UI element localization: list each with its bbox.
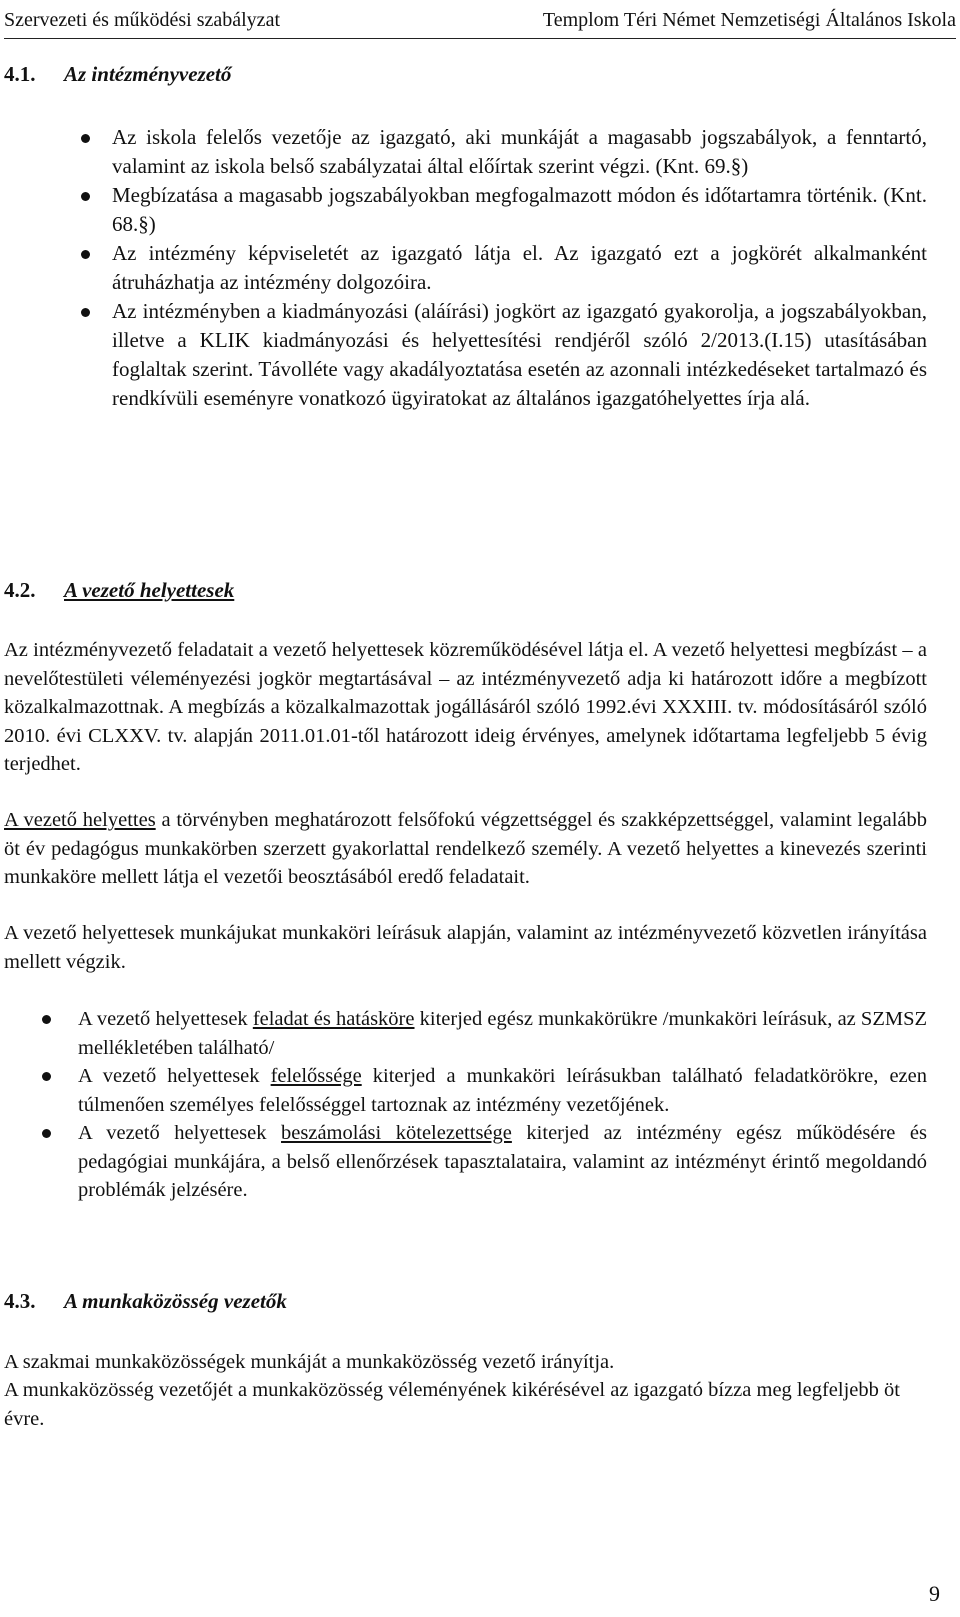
section-title: A munkaközösség vezetők — [64, 1289, 287, 1313]
list-item — [78, 1119, 927, 1205]
section-heading-4-3 — [4, 1287, 287, 1315]
section-number: 4.2. — [4, 578, 36, 602]
workgroup-paragraph-2: A munkaközösség vezetőjét a munkaközösség véleményének kikérésével az igazgató bízza meg legfeljebb öt évre. — [4, 1379, 900, 1430]
underlined-term: feladat és hatásköre — [252, 1008, 415, 1030]
bullet-icon — [81, 192, 90, 201]
list-item — [112, 239, 927, 297]
bullet-icon — [81, 134, 90, 143]
list-item-text: A vezető helyettesek — [78, 1008, 253, 1030]
deputy-bullet-list — [78, 1005, 927, 1205]
list-item — [112, 297, 927, 413]
list-item-text: Az iskola felelős vezetője az igazgató, aki munkáját a magasabb jogszabályok, a fenntartó, valamint az iskola belső szabályzatai által előírtak szerint végzi. (Knt. 69.§) — [112, 125, 927, 178]
bullet-icon — [42, 1015, 51, 1024]
deputy-appointment-paragraph: Az intézményvezető feladatait a vezető helyettesek közreműködésével látja el. A vezető helyettesi megbízást – a nevelőtestületi véleményezési jogkör megtartásával – az intézményvezető adja ki határozott időre a megbízott közalkalmazottnak. A megbízás a közalkalmazottak jogállásáról szóló 1992.évi XXXIII. tv. módosításáról szóló 2010. évi CLXXV. tv. alapján 2011.01.01-től határozott ideig érvényes, amelynek időtartama legfeljebb 5 évig terjedhet. — [4, 639, 927, 775]
section-heading-4-2 — [4, 576, 234, 604]
page-number: 9 — [929, 1581, 940, 1606]
bullet-icon — [81, 308, 90, 317]
list-item — [78, 1005, 927, 1062]
section-title: A vezető helyettesek — [64, 578, 235, 602]
bullet-icon — [42, 1072, 51, 1081]
workgroup-paragraph-1: A szakmai munkaközösségek munkáját a munkaközösség vezető irányítja. — [4, 1351, 615, 1373]
list-item-text: Az intézményben a kiadmányozási (aláírási) jogkört az igazgató gyakorolja, a jogszabályokban, illetve a KLIK kiadmányozási és helyettesítési rendjéről szóló 2/2013.(I.15) utasításában foglaltak szerint. Távolléte vagy akadályoztatása esetén az azonnali intézkedéseket tartalmazó és rendkívüli eseményre vonatkozó ügyiratokat az általános igazgatóhelyettes írja alá. — [112, 299, 927, 410]
list-item-text: kiterjed egész munkakörükre /munkaköri leírásuk, az SZMSZ mellékletében található/ — [78, 1008, 927, 1059]
list-item-text: kiterjed az intézmény egész működésére és pedagógiai munkájára, a belső ellenőrzések tapasztalataira, valamint az intézményt érintő megoldandó problémák jelzésére. — [78, 1122, 927, 1201]
section-number: 4.3. — [4, 1289, 36, 1313]
list-item — [112, 181, 927, 239]
list-item — [78, 1062, 927, 1119]
director-bullet-list — [112, 123, 927, 413]
underlined-term: felelőssége — [270, 1065, 362, 1087]
section-heading-4-1 — [4, 60, 231, 88]
bullet-icon — [42, 1129, 51, 1138]
page-header — [4, 4, 956, 39]
list-item — [112, 123, 927, 181]
underlined-term: A vezető helyettes — [4, 809, 156, 831]
list-item-text: Az intézmény képviseletét az igazgató látja el. Az igazgató ezt a jogkörét alkalmanként átruházhatja az intézmény dolgozóira. — [112, 241, 927, 294]
section-title: Az intézményvezető — [64, 62, 232, 86]
list-item-text: kiterjed a munkaköri leírásukban található feladatkörökre, ezen túlmenően személyes felelősséggel tartoznak az intézmény vezetőjének. — [78, 1065, 927, 1116]
section-number: 4.1. — [4, 62, 36, 86]
bullet-icon — [81, 250, 90, 259]
header-document-title: Szervezeti és működési szabályzat — [4, 9, 280, 31]
deputy-work-paragraph: A vezető helyettesek munkájukat munkaköri leírásuk alapján, valamint az intézményvezető közvetlen irányítása mellett végzik. — [4, 922, 927, 973]
header-school-name: Templom Téri Német Nemzetiségi Általános Iskola — [542, 9, 956, 31]
underlined-term: beszámolási kötelezettsége — [281, 1122, 512, 1144]
list-item-text: A vezető helyettesek — [78, 1065, 271, 1087]
list-item-text: A vezető helyettesek — [78, 1122, 282, 1144]
paragraph-text: a törvényben meghatározott felsőfokú végzettséggel és szakképzettséggel, valamint legalább öt év pedagógus munkakörben szerzett gyakorlattal rendelkező személy. A vezető helyettes a kinevezés szerinti munkaköre mellett látja el vezetői beosztásából eredő feladatait. — [4, 809, 927, 888]
list-item-text: Megbízatása a magasabb jogszabályokban megfogalmazott módon és időtartamra történik. (Knt. 68.§) — [112, 183, 927, 236]
deputy-qualification-paragraph — [4, 806, 927, 892]
